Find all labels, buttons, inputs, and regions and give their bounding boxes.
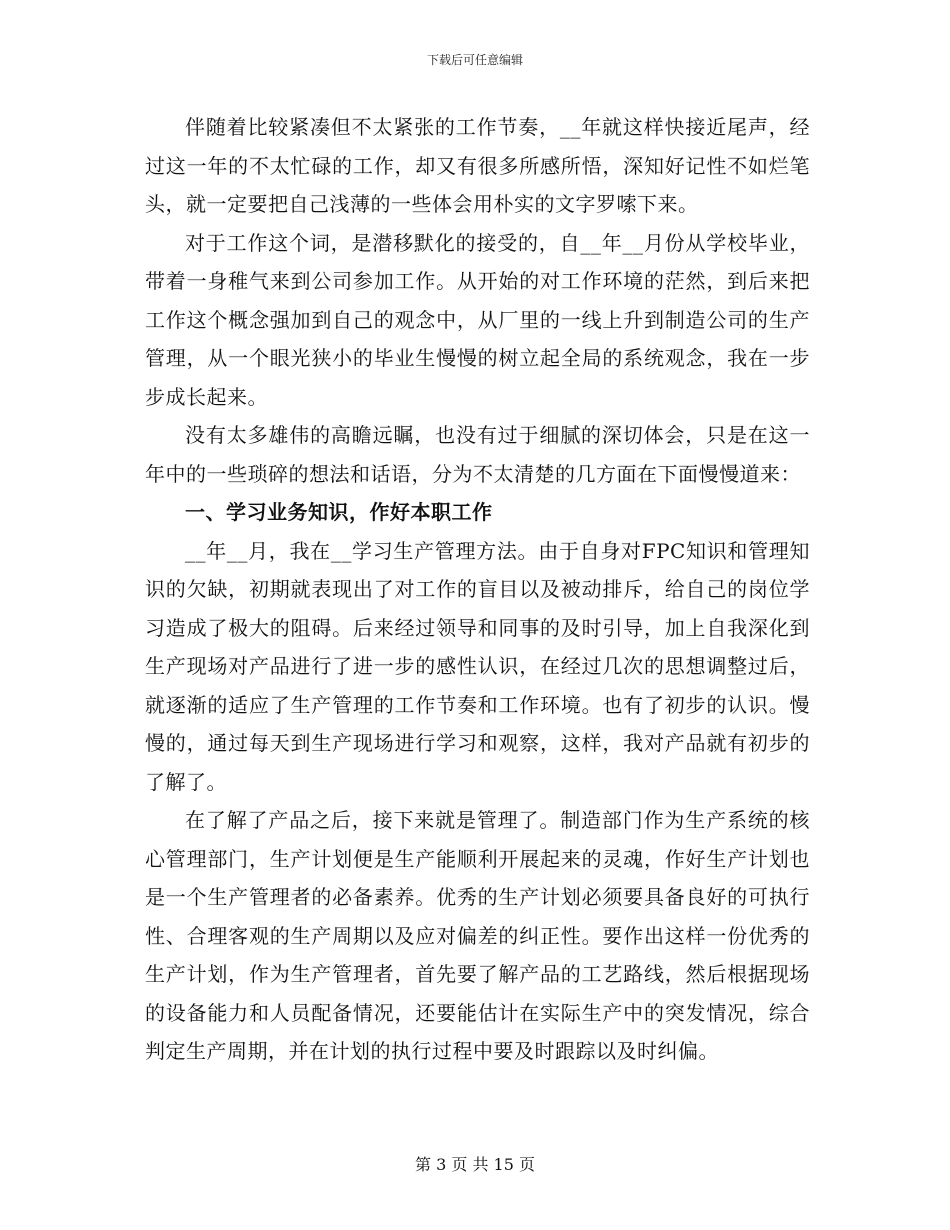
- body-paragraph-2: 对于工作这个词，是潜移默化的接受的，自__年__月份从学校毕业，带着一身稚气来到公司参加工作。从开始的对工作环境的茫然，到后来把工作这个概念强加到自己的观念中，从厂里的一线上升到制造公司的生产管理，从一个眼光狭小的毕业生慢慢的树立起全局的系统观念，我在一步步成长起来。: [145, 230, 810, 409]
- page-footer-number: 第 3 页 共 15 页: [415, 1155, 535, 1174]
- document-body: [145, 108, 810, 1071]
- section-paragraph-2: 在了解了产品之后，接下来就是管理了。制造部门作为生产系统的核心管理部门，生产计划便是生产能顺利开展起来的灵魂，作好生产计划也是一个生产管理者的必备素养。优秀的生产计划必须要具备良好的可执行性、合理客观的生产周期以及应对偏差的纠正性。要作出这样一份优秀的生产计划，作为生产管理者，首先要了解产品的工艺路线，然后根据现场的设备能力和人员配备情况，还要能估计在实际生产中的突发情况，综合判定生产周期，并在计划的执行过程中要及时跟踪以及时纠偏。: [145, 808, 810, 1063]
- section-paragraph-1: __年__月，我在__学习生产管理方法。由于自身对FPC知识和管理知识的欠缺，初期就表现出了对工作的盲目以及被动排斥，给自己的岗位学习造成了极大的阻碍。后来经过领导和同事的及时引导，加上自我深化到生产现场对产品进行了进一步的感性认识，在经过几次的思想调整过后，就逐渐的适应了生产管理的工作节奏和工作环境。也有了初步的认识。慢慢的，通过每天到生产现场进行学习和观察，这样，我对产品就有初步的了解了。: [145, 538, 810, 794]
- body-paragraph-3: 没有太多雄伟的高瞻远瞩，也没有过于细腻的深切体会，只是在这一年中的一些琐碎的想法和话语，分为不太清楚的几方面在下面慢慢道来：: [145, 423, 810, 486]
- body-paragraph-1: 伴随着比较紧凑但不太紧张的工作节奏，__年就这样快接近尾声，经过这一年的不太忙碌的工作，却又有很多所感所悟，深知好记性不如烂笔头，就一定要把自己浅薄的一些体会用朴实的文字罗嗦下来。: [145, 115, 810, 216]
- page-header-note: 下载后可任意编辑: [426, 53, 523, 67]
- section-heading: 一、学习业务知识，作好本职工作: [185, 500, 493, 524]
